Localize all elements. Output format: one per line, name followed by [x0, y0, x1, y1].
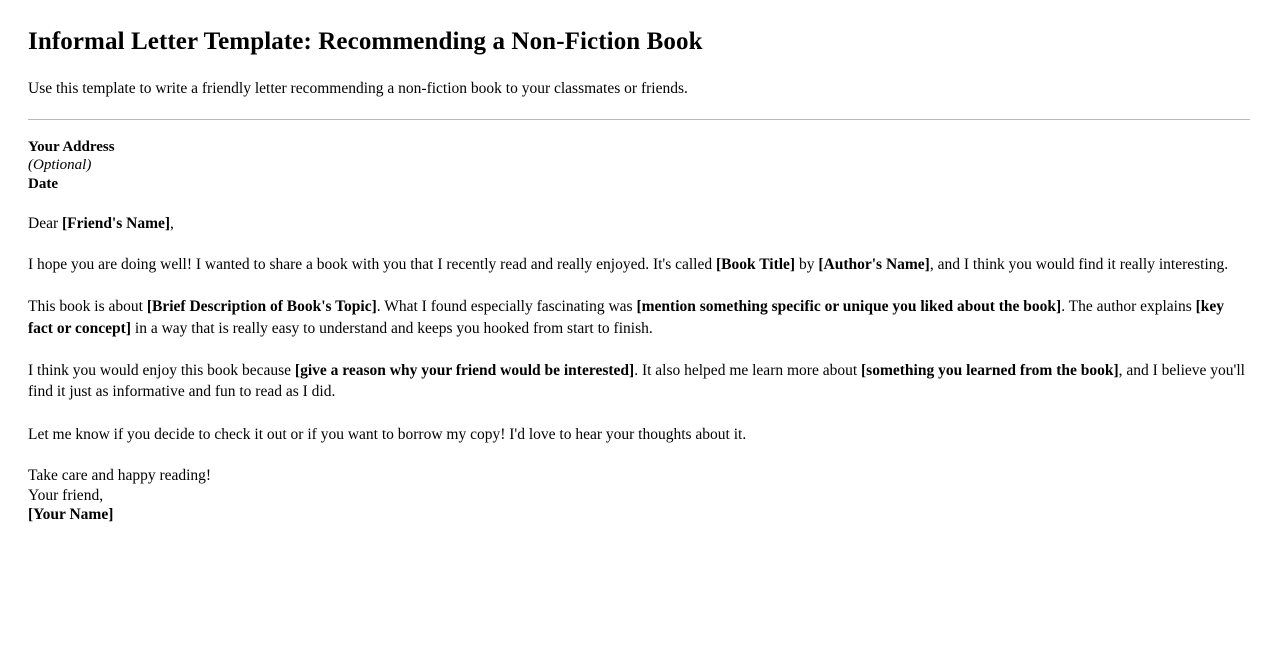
paragraph-4: Let me know if you decide to check it out or if you want to borrow my copy! I'd love to hear your thoughts about it. [28, 425, 747, 443]
placeholder-your-name: [Your Name] [28, 505, 114, 523]
paragraph-2-text-1: This book is about [28, 298, 147, 316]
salutation-prefix: Dear [28, 214, 62, 232]
placeholder-specific-liked: [mention something specific or unique you liked about the book] [636, 298, 1062, 316]
page-title: Informal Letter Template: Recommending a Non-Fiction Book [28, 28, 703, 55]
placeholder-friend-name: [Friend's Name] [62, 214, 171, 232]
address-line-optional: (Optional) [28, 157, 92, 174]
placeholder-something-learned: [something you learned from the book] [861, 362, 1119, 380]
closing-line-1: Take care and happy reading! [28, 467, 212, 485]
placeholder-book-topic: [Brief Description of Book's Topic] [146, 298, 377, 316]
closing-line-2: Your friend, [28, 486, 104, 504]
placeholder-book-title: [Book Title] [716, 255, 796, 273]
placeholder-author-name: [Author's Name] [818, 255, 930, 273]
paragraph-1-text-3: , and I think you would find it really interesting. [929, 255, 1229, 273]
paragraph-3 [28, 360, 1250, 403]
salutation [28, 215, 1250, 233]
paragraph-2-text-4: in a way that is really easy to understand and keeps you hooked from start to finish. [131, 319, 653, 337]
section-divider [28, 119, 1250, 120]
address-block [28, 138, 1250, 193]
address-line-date: Date [28, 175, 58, 192]
paragraph-3-text-2: . It also helped me learn more about [634, 362, 862, 380]
placeholder-key-fact: [key fact or concept] [28, 298, 1225, 337]
paragraph-3-text-3: , and I believe you'll find it just as informative and fun to read as I did. [28, 362, 1245, 401]
paragraph-1 [28, 254, 1250, 275]
salutation-suffix: , [170, 214, 174, 232]
paragraph-2 [28, 296, 1250, 339]
paragraph-3-text-1: I think you would enjoy this book because [28, 362, 295, 380]
closing-block [28, 466, 1250, 524]
paragraph-1-text-2: by [795, 255, 819, 273]
address-line-your-address: Your Address [28, 139, 115, 155]
paragraph-2-text-3: . The author explains [1061, 298, 1196, 316]
paragraph-1-text-1: I hope you are doing well! I wanted to share a book with you that I recently read and really enjoyed. It's called [28, 255, 716, 273]
paragraph-2-text-2: . What I found especially fascinating was [376, 298, 637, 316]
document-intro: Use this template to write a friendly letter recommending a non-fiction book to your classmates or friends. [28, 80, 688, 97]
placeholder-reason-interested: [give a reason why your friend would be interested] [294, 362, 635, 380]
